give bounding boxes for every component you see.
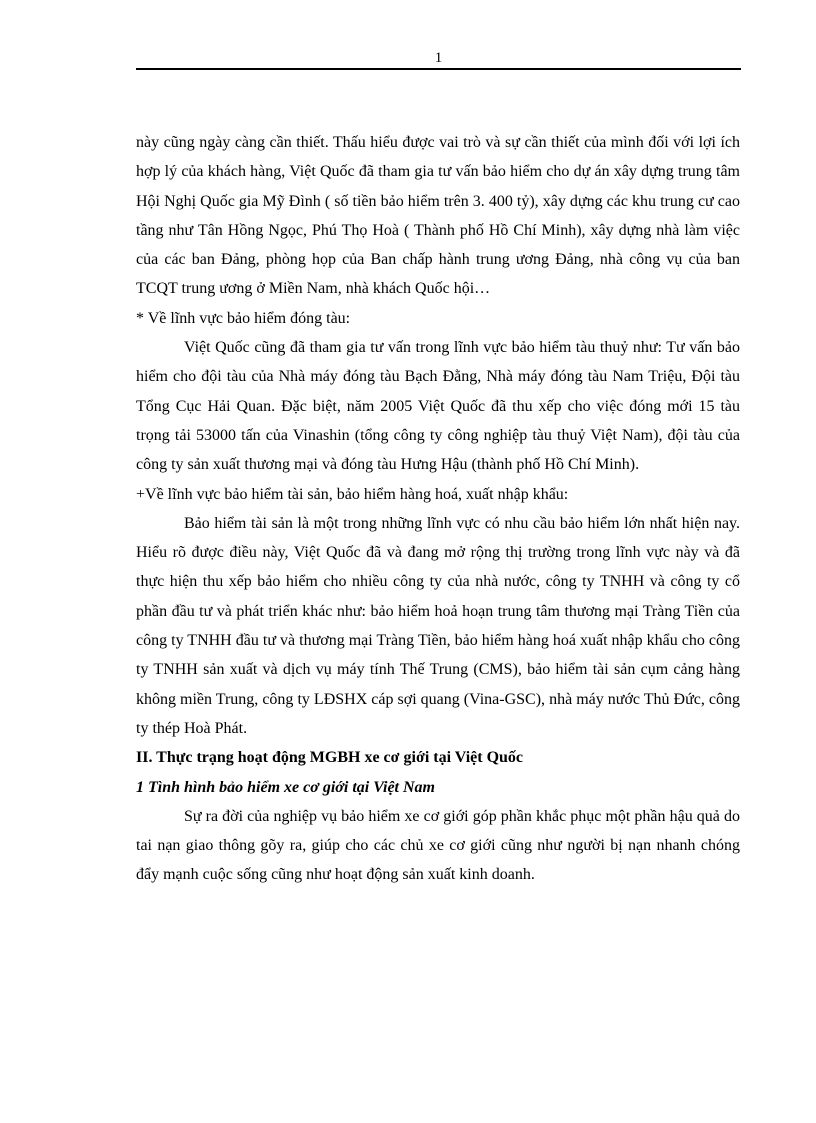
document-body [136, 128, 740, 890]
section-label-shipbuilding: * Về lĩnh vực bảo hiểm đóng tàu: [136, 309, 351, 327]
paragraph-property-insurance: Bảo hiểm tài sản là một trong những lĩnh vực có nhu cầu bảo hiểm lớn nhất hiện nay. Hiểu rõ được điều này, Việt Quốc đã và đang mở rộng thị trường trong lĩnh vực này và đã thực hiện thu xếp bảo hiểm cho nhiều công ty của nhà nước, công ty TNHH và công ty cổ phần đầu tư và phát triển khác như: bảo hiểm hoả hoạn trung tâm thương mại Tràng Tiền của công ty TNHH đầu tư và thương mại Tràng Tiền, bảo hiểm hàng hoá xuất nhập khẩu cho công ty TNHH sản xuất và dịch vụ máy tính Thế Trung (CMS), bảo hiểm tài sản cụm cảng hàng không miền Trung, công ty LĐSHX cáp sợi quang (Vina-GSC), nhà máy nước Thủ Đức, công ty thép Hoà Phát. [136, 514, 740, 737]
paragraph-motor-insurance: Sự ra đời của nghiệp vụ bảo hiểm xe cơ giới góp phần khắc phục một phần hậu quả do tai nạn giao thông gõy ra, giúp cho các chủ xe cơ giới cũng như người bị nạn nhanh chóng đẩy mạnh cuộc sống cũng như hoạt động sản xuất kinh doanh. [136, 807, 740, 884]
section-heading: II. Thực trạng hoạt động MGBH xe cơ giới tại Việt Quốc [136, 749, 524, 767]
paragraph-shipbuilding-insurance: Việt Quốc cũng đã tham gia tư vấn trong lĩnh vực bảo hiểm tàu thuỷ như: Tư vấn bảo hiểm cho đội tàu của Nhà máy đóng tàu Bạch Đằng, Nhà máy đóng tàu Nam Triệu, Đội tàu Tổng Cục Hải Quan. Đặc biệt, năm 2005 Việt Quốc đã thu xếp cho việc đóng mới 15 tàu trọng tải 53000 tấn của Vinashin (tổng công ty công nghiệp tàu thuỷ Việt Nam), đội tàu của công ty sản xuất thương mại và đóng tàu Hưng Hậu (thành phố Hồ Chí Minh). [136, 339, 740, 474]
subsection-heading: 1 Tình hình bảo hiểm xe cơ giới tại Việt Nam [136, 778, 435, 796]
page-number: 1 [434, 50, 443, 66]
section-label-property-cargo: +Về lĩnh vực bảo hiểm tài sản, bảo hiểm hàng hoá, xuất nhập khẩu: [136, 485, 569, 503]
paragraph-construction-insurance: này cũng ngày càng cần thiết. Thấu hiểu được vai trò và sự cần thiết của mình đối với lợi ích hợp lý của khách hàng, Việt Quốc đã tham gia tư vấn bảo hiểm cho dự án xây dựng trung tâm Hội Nghị Quốc gia Mỹ Đình ( số tiền bảo hiểm trên 3. 400 tỷ), xây dựng các khu trung cư cao tầng như Tân Hồng Ngọc, Phú Thọ Hoà ( Thành phố Hồ Chí Minh), xây dựng nhà làm việc của các ban Đảng, phòng họp của Ban chấp hành trung ương Đảng, nhà công vụ của ban TCQT trung ương ở Miền Nam, nhà khách Quốc hội… [136, 134, 740, 298]
page-header [136, 48, 741, 70]
